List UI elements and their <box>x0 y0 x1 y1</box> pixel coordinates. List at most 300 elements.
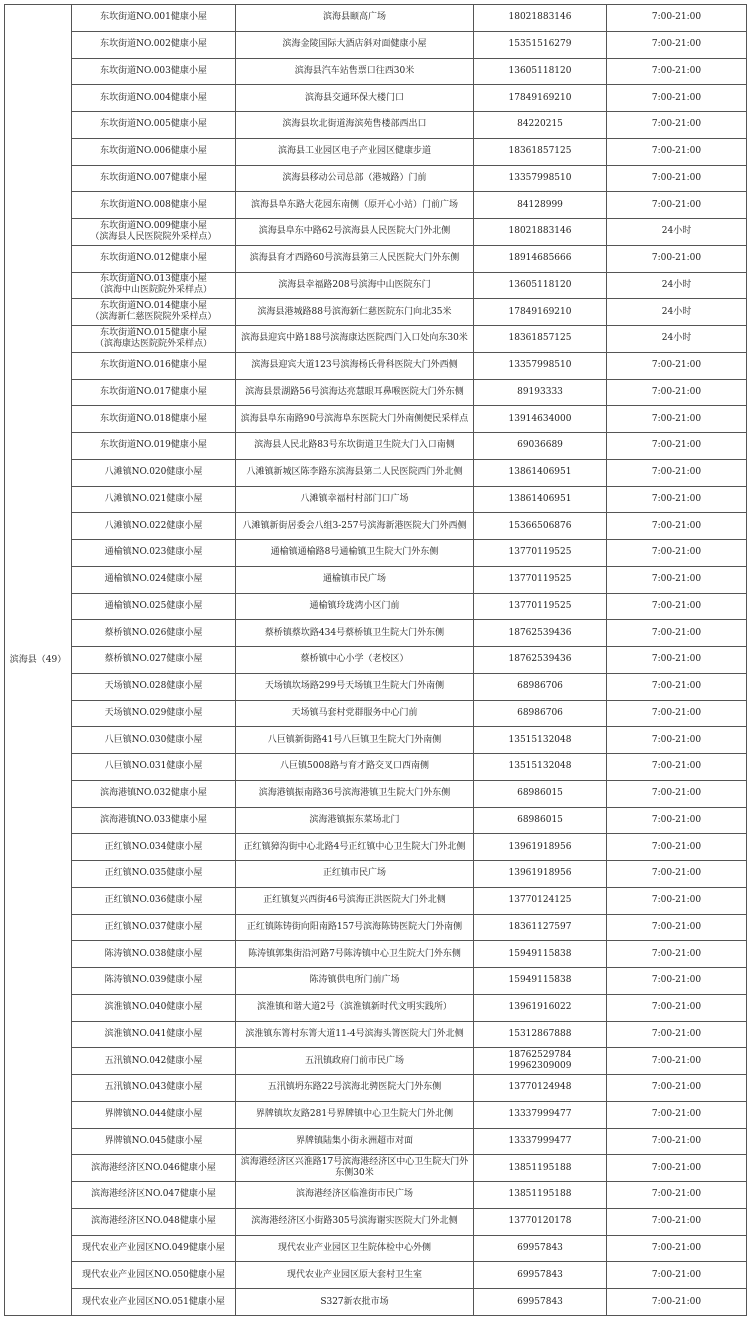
site-phone-cell <box>474 968 607 995</box>
site-name: 正红镇NO.037健康小屋 <box>104 921 203 932</box>
site-hours: 7:00-21:00 <box>607 861 747 888</box>
site-hours: 7:00-21:00 <box>607 5 747 32</box>
table-row <box>5 459 747 486</box>
site-hours: 7:00-21:00 <box>607 85 747 112</box>
site-hours: 7:00-21:00 <box>607 245 747 272</box>
site-hours: 7:00-21:00 <box>607 700 747 727</box>
site-phone-cell <box>474 834 607 861</box>
site-name-note: （滨海康达医院院外采样点） <box>94 338 212 349</box>
site-name: 八巨镇NO.030健康小屋 <box>104 734 203 745</box>
site-phone: 13861406951 <box>508 467 572 478</box>
site-phone-cell <box>474 138 607 165</box>
site-name: 正红镇NO.036健康小屋 <box>104 895 203 906</box>
site-hours: 7:00-21:00 <box>607 459 747 486</box>
site-phone: 13961918956 <box>508 868 572 879</box>
site-phone-cell <box>474 1235 607 1262</box>
site-name: 通榆镇NO.025健康小屋 <box>104 600 203 611</box>
site-phone: 15351516279 <box>508 39 572 50</box>
site-address: 滨海县阜东路大花园东南侧（原开心小站）门前广场 <box>236 192 474 219</box>
site-hours: 7:00-21:00 <box>607 165 747 192</box>
site-name-cell <box>72 245 236 272</box>
table-row <box>5 1235 747 1262</box>
site-name-note: （滨海县人民医院院外采样点） <box>90 231 217 242</box>
site-phone-cell <box>474 486 607 513</box>
site-hours: 7:00-21:00 <box>607 486 747 513</box>
table-row <box>5 1075 747 1102</box>
site-name-cell <box>72 513 236 540</box>
table-row <box>5 1048 747 1075</box>
site-phone: 13914634000 <box>508 413 572 424</box>
site-phone: 18361857125 <box>508 146 572 157</box>
site-name-cell <box>72 5 236 32</box>
site-name: 滨海港经济区NO.046健康小屋 <box>91 1162 216 1173</box>
site-name-cell <box>72 593 236 620</box>
site-address: 滨海港经济区临淮街市民广场 <box>236 1182 474 1209</box>
table-row <box>5 540 747 567</box>
site-name-cell <box>72 887 236 914</box>
site-phone-cell <box>474 299 607 326</box>
site-address: 正红镇陈铸街向阳南路157号滨海陈铸医院大门外南侧 <box>236 914 474 941</box>
site-address: 界牌镇陆集小街永洲超市对面 <box>236 1128 474 1155</box>
site-name: 八滩镇NO.021健康小屋 <box>104 493 203 504</box>
table-row <box>5 1101 747 1128</box>
table-row <box>5 31 747 58</box>
site-name-cell <box>72 941 236 968</box>
site-address: 五汛镇坍东路22号滨海北骋医院大门外东侧 <box>236 1075 474 1102</box>
site-phone: 17849169210 <box>508 92 572 103</box>
site-phone-cell <box>474 1048 607 1075</box>
site-name-cell <box>72 459 236 486</box>
table-row <box>5 1262 747 1289</box>
site-name: 八巨镇NO.031健康小屋 <box>104 761 203 772</box>
site-name-cell <box>72 486 236 513</box>
site-name-cell <box>72 219 236 246</box>
site-phone-cell <box>474 1128 607 1155</box>
site-phone: 18914685666 <box>508 253 572 264</box>
site-name-cell <box>72 165 236 192</box>
site-phone: 13515132048 <box>508 761 572 772</box>
table-row <box>5 700 747 727</box>
site-hours: 7:00-21:00 <box>607 914 747 941</box>
site-phone: 13770124948 <box>508 1082 572 1093</box>
site-name: 陈涛镇NO.038健康小屋 <box>104 948 203 959</box>
table-row <box>5 85 747 112</box>
site-hours: 7:00-21:00 <box>607 780 747 807</box>
site-hours: 7:00-21:00 <box>607 620 747 647</box>
site-name-cell <box>72 807 236 834</box>
site-address: 滨淮镇和谐大道2号（滨淮镇新时代文明实践所） <box>236 994 474 1021</box>
site-phone-cell <box>474 647 607 674</box>
site-hours: 7:00-21:00 <box>607 1021 747 1048</box>
table-row <box>5 834 747 861</box>
county-cell: 滨海县（49） <box>5 5 72 1316</box>
site-phone-secondary: 19962309009 <box>508 1061 572 1072</box>
site-name-cell <box>72 968 236 995</box>
site-address: 滨海县幸福路208号滨海中山医院东门 <box>236 272 474 299</box>
site-address: 滨海县坎北街道海滨苑售楼部西出口 <box>236 112 474 139</box>
site-phone: 13605118120 <box>508 279 572 290</box>
site-hours: 24小时 <box>607 219 747 246</box>
site-name-cell <box>72 1048 236 1075</box>
site-hours: 7:00-21:00 <box>607 31 747 58</box>
site-name-cell <box>72 994 236 1021</box>
site-phone: 89193333 <box>517 386 563 397</box>
site-hours: 7:00-21:00 <box>607 540 747 567</box>
site-name-cell <box>72 1021 236 1048</box>
table-row <box>5 219 747 246</box>
site-hours: 7:00-21:00 <box>607 433 747 460</box>
site-phone-cell <box>474 887 607 914</box>
site-name-cell <box>72 754 236 781</box>
site-name-cell <box>72 112 236 139</box>
site-address: 滨海县颐高广场 <box>236 5 474 32</box>
site-phone-cell <box>474 754 607 781</box>
table-row <box>5 887 747 914</box>
site-name: 滨海港经济区NO.048健康小屋 <box>91 1216 216 1227</box>
table-row <box>5 780 747 807</box>
site-hours: 7:00-21:00 <box>607 513 747 540</box>
site-address: 滨海县工业园区电子产业园区健康步道 <box>236 138 474 165</box>
site-name: 五汛镇NO.042健康小屋 <box>104 1055 203 1066</box>
site-hours: 7:00-21:00 <box>607 1101 747 1128</box>
site-phone: 13770120178 <box>508 1216 572 1227</box>
site-phone-cell <box>474 673 607 700</box>
table-row <box>5 138 747 165</box>
site-phone-cell <box>474 245 607 272</box>
site-phone-cell <box>474 807 607 834</box>
site-phone: 18361857125 <box>508 333 572 344</box>
site-hours: 7:00-21:00 <box>607 1048 747 1075</box>
site-phone: 13515132048 <box>508 734 572 745</box>
table-row <box>5 5 747 32</box>
site-phone-cell <box>474 1289 607 1316</box>
site-phone-cell <box>474 1101 607 1128</box>
site-name: 八滩镇NO.022健康小屋 <box>104 520 203 531</box>
site-name: 东坎街道NO.004健康小屋 <box>100 92 207 103</box>
site-address: 滨海港镇振东菜场北门 <box>236 807 474 834</box>
site-phone-cell <box>474 566 607 593</box>
site-phone: 13770124125 <box>508 895 572 906</box>
site-phone-cell <box>474 1075 607 1102</box>
site-phone: 15949115838 <box>508 975 572 986</box>
site-address: 正红镇复兴西街46号滨海正洪医院大门外北侧 <box>236 887 474 914</box>
site-name-cell <box>72 540 236 567</box>
site-name: 滨海港经济区NO.047健康小屋 <box>91 1189 216 1200</box>
site-name-cell <box>72 727 236 754</box>
site-phone: 69036689 <box>517 440 563 451</box>
site-name-cell <box>72 1289 236 1316</box>
site-hours: 7:00-21:00 <box>607 1262 747 1289</box>
site-address: 通榆镇玲珑湾小区门前 <box>236 593 474 620</box>
site-phone-cell <box>474 513 607 540</box>
site-name-cell <box>72 31 236 58</box>
table-row <box>5 352 747 379</box>
site-phone: 18021883146 <box>508 12 572 23</box>
site-name: 界牌镇NO.044健康小屋 <box>104 1109 203 1120</box>
site-phone: 13851195188 <box>508 1162 572 1173</box>
site-phone-cell <box>474 433 607 460</box>
site-phone: 13770119525 <box>508 574 572 585</box>
site-address: 蔡桥镇蔡坎路434号蔡桥镇卫生院大门外东侧 <box>236 620 474 647</box>
site-phone-cell <box>474 85 607 112</box>
site-address: 天场镇坎场路299号天场镇卫生院大门外南侧 <box>236 673 474 700</box>
site-name: 东坎街道NO.013健康小屋 <box>100 274 207 285</box>
site-address: 陈涛镇供电所门前广场 <box>236 968 474 995</box>
site-address: S327新农批市场 <box>236 1289 474 1316</box>
site-phone: 13605118120 <box>508 65 572 76</box>
table-row <box>5 673 747 700</box>
site-name-cell <box>72 620 236 647</box>
site-name: 正红镇NO.034健康小屋 <box>104 841 203 852</box>
site-name-cell <box>72 1101 236 1128</box>
site-hours: 7:00-21:00 <box>607 968 747 995</box>
site-hours: 7:00-21:00 <box>607 379 747 406</box>
table-row <box>5 994 747 1021</box>
site-phone: 13770119525 <box>508 547 572 558</box>
table-row <box>5 192 747 219</box>
site-phone-cell <box>474 31 607 58</box>
site-hours: 7:00-21:00 <box>607 1075 747 1102</box>
table-row <box>5 1182 747 1209</box>
site-name: 界牌镇NO.045健康小屋 <box>104 1135 203 1146</box>
site-name: 东坎街道NO.006健康小屋 <box>100 146 207 157</box>
site-name-cell <box>72 700 236 727</box>
site-phone-cell <box>474 1155 607 1182</box>
site-name-cell <box>72 673 236 700</box>
site-name: 通榆镇NO.023健康小屋 <box>104 547 203 558</box>
table-row <box>5 272 747 299</box>
site-address: 滨淮镇东箐村东箐大道11-4号滨海头箐医院大门外北侧 <box>236 1021 474 1048</box>
site-hours: 7:00-21:00 <box>607 754 747 781</box>
site-phone: 13357998510 <box>508 360 572 371</box>
site-address: 滨海县港城路88号滨海新仁慈医院东门向北35米 <box>236 299 474 326</box>
site-address: 滨海港镇振南路36号滨海港镇卫生院大门外东侧 <box>236 780 474 807</box>
site-address: 滨海县人民北路83号东坎街道卫生院大门入口南侧 <box>236 433 474 460</box>
table-row <box>5 245 747 272</box>
site-name: 东坎街道NO.007健康小屋 <box>100 172 207 183</box>
site-phone: 18762539436 <box>508 627 572 638</box>
site-phone-cell <box>474 780 607 807</box>
site-name-cell <box>72 272 236 299</box>
site-phone-cell <box>474 58 607 85</box>
site-phone: 15949115838 <box>508 948 572 959</box>
site-name-cell <box>72 861 236 888</box>
table-row <box>5 299 747 326</box>
table-row <box>5 1021 747 1048</box>
site-name-cell <box>72 433 236 460</box>
site-hours: 7:00-21:00 <box>607 58 747 85</box>
site-address: 八滩镇新街居委会八组3-257号滨海新港医院大门外西侧 <box>236 513 474 540</box>
site-phone: 18361127597 <box>508 921 572 932</box>
table-row <box>5 647 747 674</box>
site-name: 东坎街道NO.001健康小屋 <box>100 12 207 23</box>
site-phone-cell <box>474 272 607 299</box>
site-name-cell <box>72 647 236 674</box>
testing-sites-table <box>4 4 747 1316</box>
site-hours: 7:00-21:00 <box>607 1155 747 1182</box>
site-name: 东坎街道NO.018健康小屋 <box>100 413 207 424</box>
table-row <box>5 914 747 941</box>
site-phone: 18762529784 <box>508 1050 572 1061</box>
site-name: 滨淮镇NO.040健康小屋 <box>104 1002 203 1013</box>
site-name-cell <box>72 192 236 219</box>
site-hours: 24小时 <box>607 272 747 299</box>
table-row <box>5 593 747 620</box>
site-name-cell <box>72 1128 236 1155</box>
table-row <box>5 1128 747 1155</box>
site-name: 东坎街道NO.016健康小屋 <box>100 360 207 371</box>
table-row <box>5 861 747 888</box>
site-phone: 68986706 <box>517 681 563 692</box>
site-hours: 7:00-21:00 <box>607 1182 747 1209</box>
site-name: 蔡桥镇NO.027健康小屋 <box>104 654 203 665</box>
site-phone: 13770119525 <box>508 600 572 611</box>
site-phone-cell <box>474 192 607 219</box>
site-address: 滨海港经济区小街路305号滨海谢实医院大门外北侧 <box>236 1208 474 1235</box>
site-hours: 7:00-21:00 <box>607 566 747 593</box>
site-phone-cell <box>474 620 607 647</box>
site-phone: 68986015 <box>517 788 563 799</box>
site-phone: 15366506876 <box>508 520 572 531</box>
site-hours: 7:00-21:00 <box>607 647 747 674</box>
site-name: 东坎街道NO.008健康小屋 <box>100 199 207 210</box>
site-name: 五汛镇NO.043健康小屋 <box>104 1082 203 1093</box>
site-hours: 7:00-21:00 <box>607 887 747 914</box>
table-row <box>5 433 747 460</box>
site-name-cell <box>72 914 236 941</box>
site-phone-cell <box>474 112 607 139</box>
site-name: 天场镇NO.029健康小屋 <box>104 707 203 718</box>
site-phone-cell <box>474 326 607 353</box>
site-hours: 7:00-21:00 <box>607 138 747 165</box>
site-phone-cell <box>474 727 607 754</box>
site-name-cell <box>72 1182 236 1209</box>
site-phone: 13357998510 <box>508 172 572 183</box>
site-phone-cell <box>474 219 607 246</box>
site-name-cell <box>72 1155 236 1182</box>
table-row <box>5 968 747 995</box>
site-phone-cell <box>474 914 607 941</box>
site-name: 东坎街道NO.014健康小屋 <box>100 301 207 312</box>
site-phone-cell <box>474 406 607 433</box>
site-phone: 69957843 <box>517 1269 563 1280</box>
table-row <box>5 513 747 540</box>
site-name: 东坎街道NO.019健康小屋 <box>100 440 207 451</box>
site-address: 滨海县育才西路60号滨海县第三人民医院大门外东侧 <box>236 245 474 272</box>
site-phone: 69957843 <box>517 1296 563 1307</box>
site-phone-cell <box>474 994 607 1021</box>
site-phone: 68986015 <box>517 814 563 825</box>
site-hours: 7:00-21:00 <box>607 1235 747 1262</box>
site-phone: 84220215 <box>517 119 563 130</box>
site-name: 正红镇NO.035健康小屋 <box>104 868 203 879</box>
site-name: 东坎街道NO.017健康小屋 <box>100 386 207 397</box>
site-address: 八巨镇新街路41号八巨镇卫生院大门外南侧 <box>236 727 474 754</box>
site-name: 陈涛镇NO.039健康小屋 <box>104 975 203 986</box>
site-name-cell <box>72 138 236 165</box>
site-name: 现代农业产业园区NO.050健康小屋 <box>82 1269 225 1280</box>
site-phone-cell <box>474 540 607 567</box>
table-row <box>5 1289 747 1316</box>
site-name: 东坎街道NO.002健康小屋 <box>100 39 207 50</box>
site-name: 东坎街道NO.015健康小屋 <box>100 327 207 338</box>
site-name-cell <box>72 406 236 433</box>
site-name-note: （滨海中山医院院外采样点） <box>94 285 212 296</box>
table-row <box>5 754 747 781</box>
site-phone: 13337999477 <box>508 1109 572 1120</box>
site-phone-cell <box>474 1021 607 1048</box>
site-hours: 7:00-21:00 <box>607 1208 747 1235</box>
site-phone: 13851195188 <box>508 1189 572 1200</box>
site-address: 滨海县汽车站售票口往西30米 <box>236 58 474 85</box>
table-row <box>5 727 747 754</box>
site-hours: 7:00-21:00 <box>607 727 747 754</box>
site-phone: 13861406951 <box>508 493 572 504</box>
site-hours: 7:00-21:00 <box>607 941 747 968</box>
site-phone: 13961916022 <box>508 1002 572 1013</box>
site-name: 滨淮镇NO.041健康小屋 <box>104 1028 203 1039</box>
site-name-cell <box>72 58 236 85</box>
table-row <box>5 620 747 647</box>
site-address: 正红镇市民广场 <box>236 861 474 888</box>
site-hours: 7:00-21:00 <box>607 593 747 620</box>
site-name: 东坎街道NO.012健康小屋 <box>100 253 207 264</box>
site-address: 陈涛镇郭集街沿河路7号陈涛镇中心卫生院大门外东侧 <box>236 941 474 968</box>
site-name-cell <box>72 379 236 406</box>
site-name-cell <box>72 352 236 379</box>
site-name-cell <box>72 1235 236 1262</box>
site-name: 滨海港镇NO.033健康小屋 <box>100 814 207 825</box>
site-name-cell <box>72 1075 236 1102</box>
site-name-cell <box>72 834 236 861</box>
site-hours: 7:00-21:00 <box>607 406 747 433</box>
site-name-cell <box>72 299 236 326</box>
table-row <box>5 1208 747 1235</box>
site-address: 滨海县迎宾大道123号滨海杨氏骨科医院大门外西侧 <box>236 352 474 379</box>
site-phone-cell <box>474 165 607 192</box>
site-name-cell <box>72 85 236 112</box>
site-phone-cell <box>474 941 607 968</box>
site-address: 现代农业产业园区原大套村卫生室 <box>236 1262 474 1289</box>
site-address: 通榆镇通榆路8号通榆镇卫生院大门外东侧 <box>236 540 474 567</box>
site-phone: 13961918956 <box>508 841 572 852</box>
site-address: 八滩镇新城区陈李路东滨海县第二人民医院西门外北侧 <box>236 459 474 486</box>
site-hours: 7:00-21:00 <box>607 1128 747 1155</box>
site-address: 界牌镇坎友路281号界牌镇中心卫生院大门外北侧 <box>236 1101 474 1128</box>
site-hours: 7:00-21:00 <box>607 112 747 139</box>
table-row <box>5 941 747 968</box>
site-hours: 7:00-21:00 <box>607 1289 747 1316</box>
table-row <box>5 486 747 513</box>
site-name: 东坎街道NO.009健康小屋 <box>100 220 207 231</box>
site-name: 东坎街道NO.005健康小屋 <box>100 119 207 130</box>
table-row <box>5 112 747 139</box>
site-name: 现代农业产业园区NO.049健康小屋 <box>82 1242 225 1253</box>
site-name: 通榆镇NO.024健康小屋 <box>104 574 203 585</box>
site-hours: 24小时 <box>607 299 747 326</box>
site-hours: 7:00-21:00 <box>607 192 747 219</box>
site-phone: 15312867888 <box>508 1028 572 1039</box>
table-row <box>5 566 747 593</box>
site-phone: 68986706 <box>517 707 563 718</box>
site-phone-cell <box>474 1262 607 1289</box>
site-phone: 18021883146 <box>508 226 572 237</box>
site-address: 滨海县阜东中路62号滨海县人民医院大门外北侧 <box>236 219 474 246</box>
table-row <box>5 326 747 353</box>
site-phone-cell <box>474 861 607 888</box>
site-address: 滨海县迎宾中路188号滨海康达医院西门入口处向东30米 <box>236 326 474 353</box>
site-phone-cell <box>474 1208 607 1235</box>
